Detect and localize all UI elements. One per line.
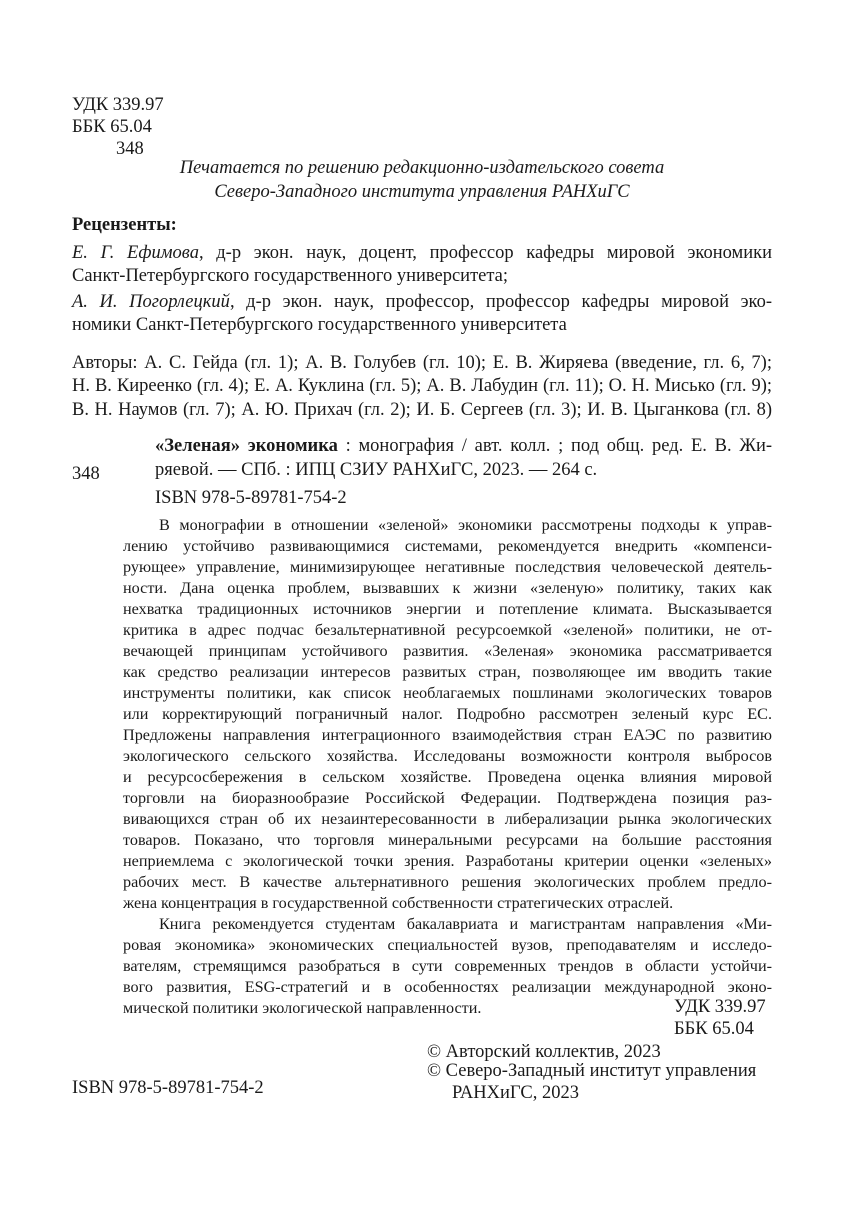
copyright-institute-line-1: © Северо-Западный институт управления: [427, 1061, 757, 1081]
publisher-note-line-1: Печатается по решению редакционно-издательского совета: [179, 158, 665, 178]
footer-udk: УДК 339.97: [674, 997, 766, 1017]
abstract-line: товаров. Показано, что торговля минеральными ресурсами на большие расстояния: [123, 831, 772, 849]
abstract-line: вивающихся стран об их незаинтересованности в либерализации рынка экологических: [123, 810, 772, 828]
margin-author-mark: 348: [72, 464, 100, 484]
abstract-line: торговли на биоразнообразие Российской Федерации. Подтверждена позиция раз-: [123, 789, 772, 807]
abstract-line: критика в адрес подчас безальтернативной ресурсоемкой «зеленой» политики, не от-: [123, 621, 772, 639]
footer-bbk: ББК 65.04: [674, 1019, 754, 1039]
abstract-paragraph-1: [123, 515, 772, 914]
authors-line-2: Н. В. Киреенко (гл. 4); Е. А. Куклина (гл. 5); А. В. Лабудин (гл. 11); О. Н. Мисько (гл. 9);: [72, 376, 772, 396]
authors-line-1: Авторы: А. С. Гейда (гл. 1); А. В. Голубев (гл. 10); Е. В. Жиряева (введение, гл. 6, 7);: [72, 353, 772, 373]
abstract-line: экологического сельского хозяйства. Исследованы возможности контроля выбросов: [123, 747, 772, 765]
reviewer-2-name: А. И. Погорлецкий: [72, 292, 230, 312]
abstract-line: рующее» управление, минимизирующее негативные последствия человеческой деятель-: [123, 558, 772, 576]
reviewer-1-name: Е. Г. Ефимова: [72, 243, 199, 263]
reviewer-1-credentials: , д-р экон. наук, доцент, профессор кафедры мировой экономики: [198, 243, 772, 263]
reviewer-2-line-2: номики Санкт-Петербургского государственного университета: [72, 315, 567, 335]
book-title: «Зеленая» экономика: [155, 436, 338, 456]
footer-isbn: ISBN 978-5-89781-754-2: [72, 1078, 264, 1098]
abstract-line: лению устойчиво развивающимися системами, рекомендуется внедрить «компенси-: [123, 537, 772, 555]
bibliographic-line-1: [155, 434, 772, 458]
copyright-authors: © Авторский коллектив, 2023: [427, 1042, 661, 1062]
abstract-line: вого развития, ESG-стратегий и в особенностях реализации международной эконо-: [123, 978, 772, 996]
abstract-line: Книга рекомендуется студентам бакалавриата и магистрантам направления «Ми-: [159, 915, 772, 933]
abstract-line: ности. Дана оценка проблем, вызвавших к жизни «зеленую» политику, таких как: [123, 579, 772, 597]
abstract-line: Предложены направления интеграционного взаимодействия стран ЕАЭС по развитию: [123, 726, 772, 744]
abstract: [123, 515, 772, 1019]
copyright-institute-line-2: РАНХиГС, 2023: [452, 1083, 579, 1103]
authors-line-3: В. Н. Наумов (гл. 7); А. Ю. Прихач (гл. 2); И. Б. Сергеев (гл. 3); И. В. Цыганкова (гл. 8): [72, 400, 772, 420]
udk-code: УДК 339.97: [72, 95, 164, 115]
abstract-line: вечающей принципам устойчивого развития. «Зеленая» экономика рассматривается: [123, 642, 772, 660]
author-mark: 348: [116, 139, 144, 159]
reviewer-2-line-1: [72, 290, 772, 314]
abstract-line: В монографии в отношении «зеленой» экономики рассмотрены подходы к управ-: [159, 516, 772, 534]
abstract-line: ровая экономика» экономических специальностей вузов, преподавателям и исследо-: [123, 936, 772, 954]
abstract-line: нехватка традиционных источников энергии и потепление климата. Высказывается: [123, 600, 772, 618]
reviewer-1-line-1: [72, 241, 772, 265]
abstract-line: рабочих мест. В качестве альтернативного решения экологических проблем предло-: [123, 873, 772, 891]
abstract-line: как средство реализации интересов развитых стран, позволяющее им вводить такие: [123, 663, 772, 681]
abstract-line: жена концентрация в государственной собственности стратегических отраслей.: [123, 894, 674, 912]
abstract-line: мической политики экологической направленности.: [123, 999, 482, 1017]
bibliographic-line-2: ряевой. — СПб. : ИПЦ СЗИУ РАНХиГС, 2023. — 264 с.: [155, 460, 598, 480]
abstract-line: или корректирующий пограничный налог. Подробно рассмотрен зеленый курс ЕС.: [123, 705, 772, 723]
reviewers-heading: Рецензенты:: [72, 215, 177, 235]
publisher-note-line-2: Северо-Западного института управления РАНХиГС: [214, 182, 630, 202]
abstract-line: вателям, стремящимся разобраться в сути современных трендов в области устойчи-: [123, 957, 772, 975]
abstract-line: неприемлема с экологической точки зрения. Разработаны критерии оценки «зеленых»: [123, 852, 772, 870]
abstract-line: и ресурсосбережения в сельском хозяйстве. Проведена оценка влияния мировой: [123, 768, 772, 786]
bibliographic-details: : монография / авт. колл. ; под общ. ред. Е. В. Жи-: [337, 436, 773, 456]
abstract-line: инструменты политики, как список необлагаемых пошлинами экологических товаров: [123, 684, 772, 702]
bibliographic-isbn: ISBN 978-5-89781-754-2: [155, 488, 347, 508]
bbk-code: ББК 65.04: [72, 117, 152, 137]
reviewer-1-line-2: Санкт-Петербургского государственного университета;: [72, 266, 509, 286]
reviewer-2-credentials: , д-р экон. наук, профессор, профессор кафедры мировой эко-: [229, 292, 772, 312]
